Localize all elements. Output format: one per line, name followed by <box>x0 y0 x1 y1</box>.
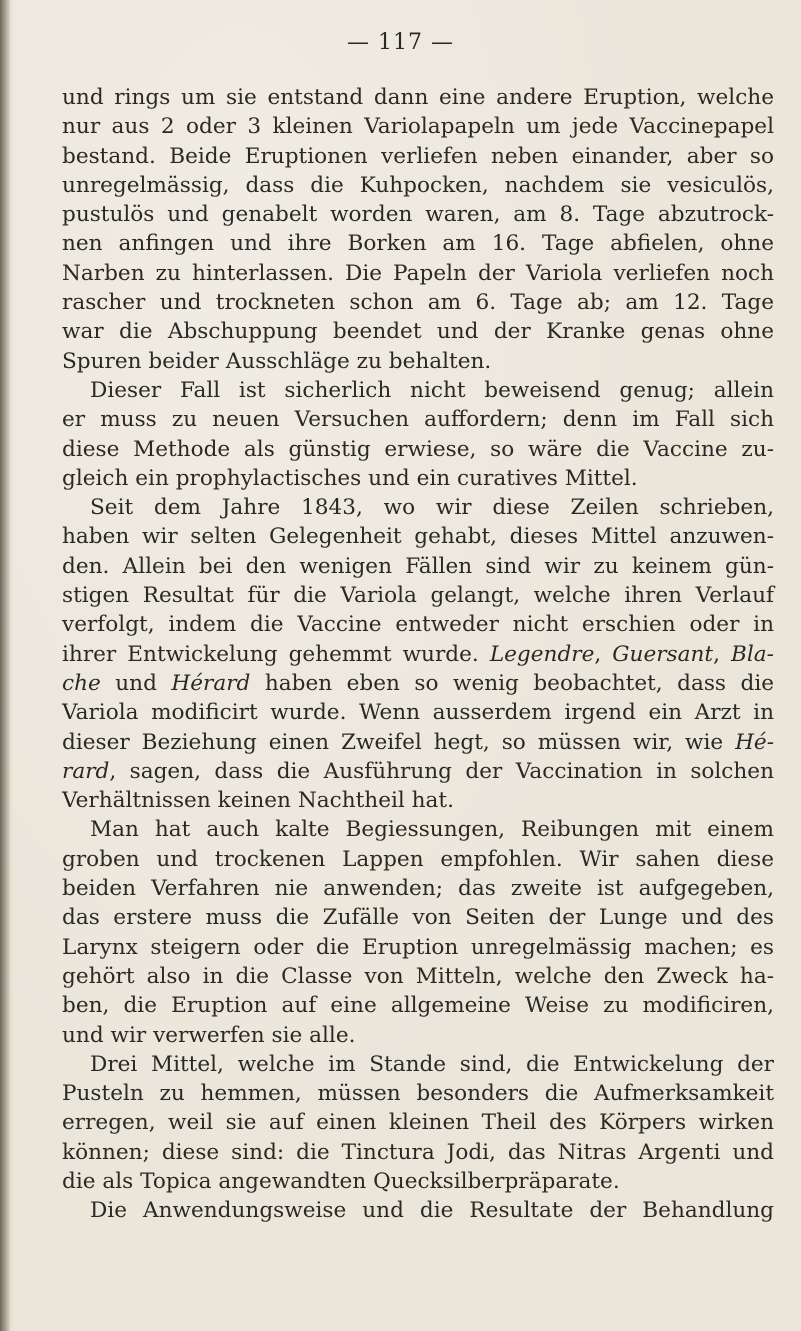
text-line: Seit dem Jahre 1843, wo wir diese Zeilen schrieben, <box>90 495 774 521</box>
text-line: Man hat auch kalte Begiessungen, Reibungen mit einem <box>90 817 774 843</box>
text-line: und wir verwerfen sie alle. <box>62 1022 356 1048</box>
text-line: Spuren beider Ausschläge zu behalten. <box>62 348 492 374</box>
author-name: Legendre <box>489 641 595 667</box>
text-line: bestand. Beide Eruptionen verliefen neben einander, aber so <box>62 143 774 169</box>
text-fragment: , sagen, dass die Ausführung der Vaccination in solchen <box>109 758 774 784</box>
text-line: gleich ein prophylactisches und ein curatives Mittel. <box>62 465 638 491</box>
text-fragment: und <box>100 670 172 696</box>
text-line: Verhältnissen keinen Nachtheil hat. <box>62 788 454 814</box>
text-line: Narben zu hinterlassen. Die Papeln der Variola verliefen noch <box>62 260 774 286</box>
text-fragment: ihrer Entwickelung gehemmt wurde. <box>62 641 479 667</box>
text-line: diese Methode als günstig erwiese, so wäre die Vaccine zu- <box>62 436 774 462</box>
author-name: Hérard <box>171 670 251 696</box>
text-line: den. Allein bei den wenigen Fällen sind wir zu keinem gün- <box>62 553 774 579</box>
text-line: war die Abschuppung beendet und der Kranke genas ohne <box>62 319 774 345</box>
text-line-with-names <box>62 669 774 698</box>
text-line: stigen Resultat für die Variola gelangt, welche ihren Verlauf <box>62 583 774 609</box>
text-line: und rings um sie entstand dann eine andere Eruption, welche <box>62 85 774 110</box>
text-line: Die Anwendungsweise und die Resultate der Behandlung <box>90 1198 774 1224</box>
text-line: Drei Mittel, welche im Stande sind, die Entwickelung der <box>90 1051 774 1077</box>
text-line: unregelmässig, dass die Kuhpocken, nachdem sie vesiculös, <box>62 172 774 198</box>
text-line-with-names <box>62 757 774 786</box>
text-line: nur aus 2 oder 3 kleinen Variolapapeln um jede Vaccinepapel <box>62 114 774 140</box>
text-line: Variola modificirt wurde. Wenn ausserdem irgend ein Arzt in <box>62 700 774 726</box>
text-line: ben, die Eruption auf eine allgemeine Weise zu modificiren, <box>62 993 774 1019</box>
text-line: haben wir selten Gelegenheit gehabt, dieses Mittel anzuwen- <box>62 524 774 550</box>
text-line: beiden Verfahren nie anwenden; das zweite ist aufgegeben, <box>62 876 774 902</box>
text-fragment: haben eben so wenig beobachtet, dass die <box>250 670 774 696</box>
text-line: er muss zu neuen Versuchen auffordern; denn im Fall sich <box>62 407 774 433</box>
body-text <box>62 83 774 1226</box>
text-line: Larynx steigern oder die Eruption unregelmässig machen; es <box>62 934 774 960</box>
page-number: — 117 — <box>347 30 454 55</box>
text-line: gehört also in die Classe von Mitteln, welche den Zweck ha- <box>62 963 774 989</box>
text-line: erregen, weil sie auf einen kleinen Theil des Körpers wirken <box>62 1110 774 1136</box>
text-line: Pusteln zu hemmen, müssen besonders die Aufmerksamkeit <box>62 1081 774 1107</box>
author-name: Guersant <box>612 641 714 667</box>
text-line: groben und trockenen Lappen empfohlen. Wir sahen diese <box>62 846 774 872</box>
text-fragment: dieser Beziehung einen Zweifel hegt, so müssen wir, wie <box>62 729 736 755</box>
text-line: das erstere muss die Zufälle von Seiten der Lunge und des <box>62 905 774 931</box>
author-name: Hé- <box>735 729 774 755</box>
text-line-with-names <box>62 728 774 757</box>
text-line-with-names: ihrer Entwickelung gehemmt wurde. Legendre, Guersant, Bla- <box>62 641 774 667</box>
text-line: verfolgt, indem die Vaccine entweder nicht erschien oder in <box>62 612 774 638</box>
text-line: pustulös und genabelt worden waren, am 8. Tage abzutrock- <box>62 202 774 228</box>
author-name: Bla- <box>731 641 774 667</box>
author-name: che <box>62 670 101 696</box>
text-line: nen anfingen und ihre Borken am 16. Tage abfielen, ohne <box>62 231 774 257</box>
text-line: die als Topica angewandten Quecksilberpräparate. <box>62 1168 620 1194</box>
text-line: Dieser Fall ist sicherlich nicht beweisend genug; allein <box>90 377 774 403</box>
text-line: rascher und trockneten schon am 6. Tage ab; am 12. Tage <box>62 290 774 316</box>
text-line: können; diese sind: die Tinctura Jodi, das Nitras Argenti und <box>62 1139 774 1165</box>
author-name: rard <box>62 758 110 784</box>
page-gutter-shadow <box>0 0 10 1331</box>
